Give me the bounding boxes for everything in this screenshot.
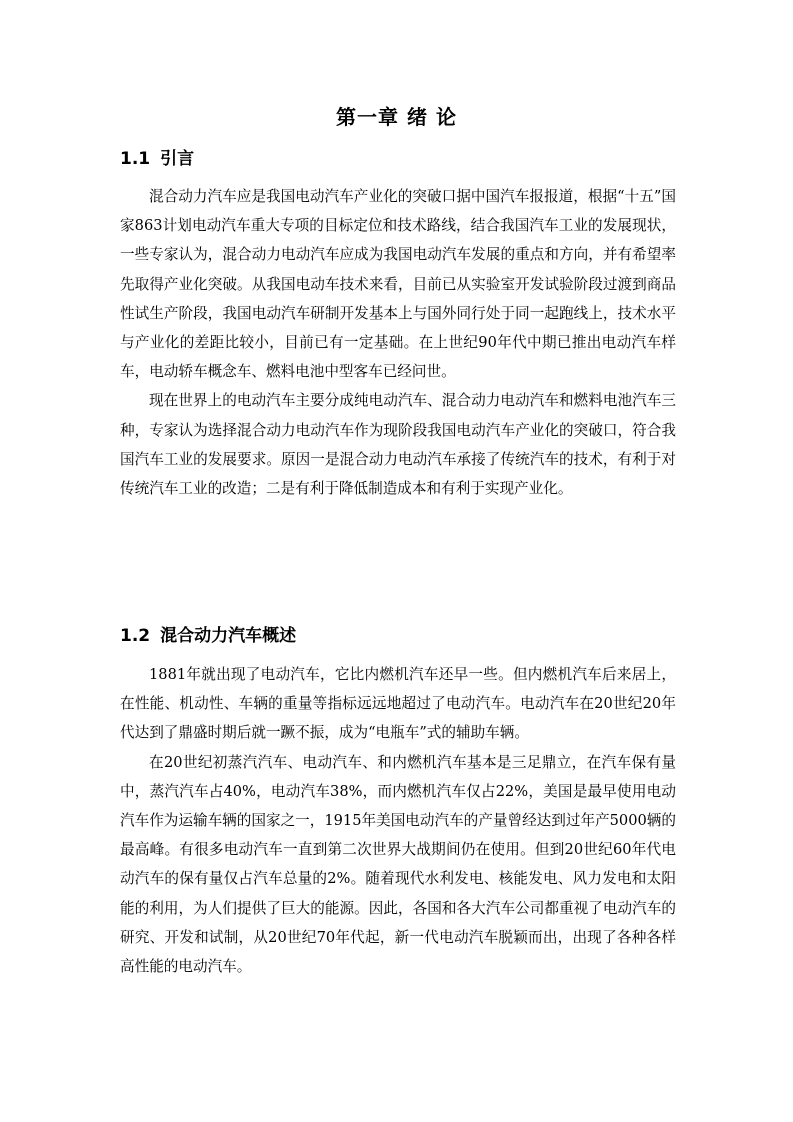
section-title: 混合动力汽车概述 (160, 626, 297, 646)
section-1-2 (120, 622, 676, 981)
section-number: 1.2 (120, 626, 151, 646)
paragraph: 在20世纪初蒸汽汽车、电动汽车、和内燃机汽车基本是三足鼎立，在汽车保有量中，蒸汽汽车占40%，电动汽车38%，而内燃机汽车仅占22%，美国是最早使用电动汽车作为运输车辆的国家之一，1915年美国电动汽车的产量曾经达到过年产5000辆的最高峰。有很多电动汽车一直到第二次世界大战期间仍在使用。但到20世纪60年代电动汽车的保有量仅占汽车总量的2%。随着现代水利发电、核能发电、风力发电和太阳能的利用，为人们提供了巨大的能源。因此，各国和各大汽车公司都重视了电动汽车的研究、开发和试制，从20世纪70年代起，新一代电动汽车脱颖而出，出现了各种各样高性能的电动汽车。 (120, 753, 676, 976)
section-number: 1.1 (120, 149, 151, 169)
paragraph: 混合动力汽车应是我国电动汽车产业化的突破口据中国汽车报报道，根据“十五”国家863计划电动汽车重大专项的目标定位和技术路线，结合我国汽车工业的发展现状，一些专家认为，混合动力电动汽车应成为我国电动汽车发展的重点和方向，并有希望率先取得产业化突破。从我国电动车技术来看，目前已从实验室开发试验阶段过渡到商品性试生产阶段，我国电动汽车研制开发基本上与国外同行处于同一起跑线上，技术水平与产业化的差距比较小，目前已有一定基础。在上世纪90年代中期已推出电动汽车样车，电动轿车概念车、燃料电池中型客车已经问世。 (120, 188, 676, 381)
section-heading (120, 622, 676, 650)
paragraph: 现在世界上的电动汽车主要分成纯电动汽车、混合动力电动汽车和燃料电池汽车三种，专家认为选择混合动力电动汽车作为现阶段我国电动汽车产业化的突破口，符合我国汽车工业的发展要求。原因一是混合动力电动汽车承接了传统汽车的技术，有利于对传统汽车工业的改造；二是有利于降低制造成本和有利于实现产业化。 (120, 392, 676, 498)
section-1-1 (120, 145, 676, 503)
section-heading (120, 145, 676, 173)
section-title: 引言 (160, 149, 195, 169)
paragraph: 1881年就出现了电动汽车，它比内燃机汽车还早一些。但内燃机汽车后来居上，在性能、机动性、车辆的重量等指标远远地超过了电动汽车。电动汽车在20世纪20年代达到了鼎盛时期后就一蹶不振，成为“电瓶车”式的辅助车辆。 (120, 666, 676, 742)
chapter-title: 第一章 绪 论 (336, 105, 457, 129)
